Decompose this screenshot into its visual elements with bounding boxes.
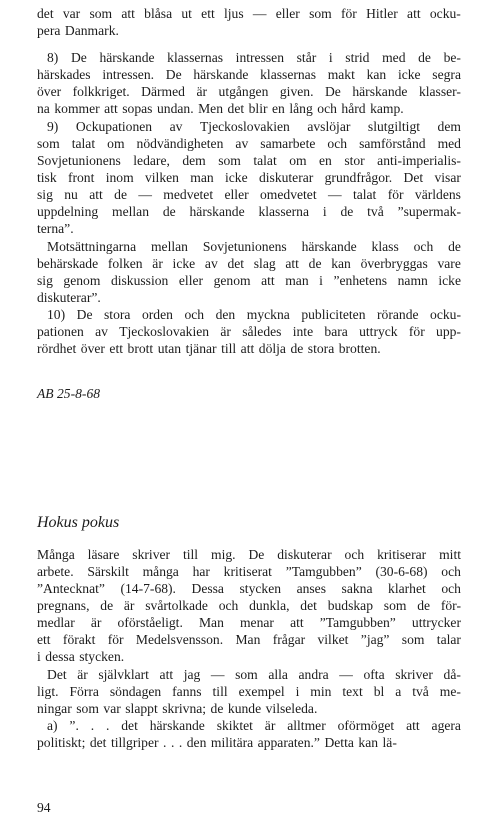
text-line: pationen av Tjeckoslovakien är således inte bara uttryck för upp-	[37, 324, 461, 339]
text-line: Det är självklart att jag — som alla andra — ofta skriver då-	[47, 667, 461, 682]
text-line: över folkkriget. Därmed är utgången given. De härskande klasser-	[37, 84, 461, 99]
text-line: ningar som var slappt skrivna; de kunde vilseleda.	[37, 701, 318, 716]
page-number: 94	[37, 800, 51, 815]
text-line: diskuterar”.	[37, 290, 101, 305]
text-line: ligt. Förra söndagen fanns till exempel i min text bl a två me-	[37, 684, 461, 699]
text-line: Många läsare skriver till mig. De diskuterar och kritiserar mitt	[37, 547, 461, 562]
text-line: sig nu att de — medvetet eller omedvetet — talat för världens	[37, 187, 461, 202]
document-page	[37, 0, 461, 828]
text-line: ett förakt för Medelsvensson. Man frågar vilket ”jag” som talar	[37, 632, 461, 647]
text-line: Motsättningarna mellan Sovjetunionens härskande klass och de	[47, 239, 461, 254]
text-line: det var som att blåsa ut ett ljus — eller som för Hitler att ocku-	[37, 6, 461, 21]
text-line: ”Antecknat” (14-7-68). Dessa stycken anses sakna klarhet och	[37, 581, 461, 596]
text-line: pera Danmark.	[37, 23, 119, 38]
text-line: 10) De stora orden och den myckna publiciteten rörande ocku-	[47, 307, 461, 322]
text-line: som talat om nödvändigheten av samarbete och samförstånd med	[37, 136, 461, 151]
text-line: härskades intressen. De härskande klassernas makt kan icke segra	[37, 67, 461, 82]
text-line: 8) De härskande klassernas intressen står i strid med de be-	[47, 50, 461, 65]
text-line: na kommer att sopas undan. Men det blir en lång och hård kamp.	[37, 101, 404, 116]
text-line: pregnans, de är svårtolkade och dunkla, det budskap som de för-	[37, 598, 461, 613]
text-line: 9) Ockupationen av Tjeckoslovakien avslöjar slutgiltigt dem	[47, 119, 461, 134]
text-line: terna”.	[37, 221, 74, 236]
text-line: Sovjetunionens ledare, dem som talat om en stor anti-imperialis-	[37, 153, 461, 168]
text-line: sig genom diskussion eller genom att man i ”enhetens namn icke	[37, 273, 461, 288]
text-line: i dessa stycken.	[37, 649, 125, 664]
text-line: medlar är oförståeligt. Man menar att ”Tamgubben” uttrycker	[37, 615, 461, 630]
text-line: behärskade folken är icke av det slag att de kan överbryggas vare	[37, 256, 461, 271]
text-line: tisk front inom vilken man icke diskuterar grundfrågor. Det visar	[37, 170, 461, 185]
text-line: uppdelning mellan de härskande klasserna i de två ”supermak-	[37, 204, 461, 219]
text-line: rördhet över ett brott utan tjänar till att dölja de stora brotten.	[37, 341, 381, 356]
text-line: a) ”. . . det härskande skiktet är alltmer oförmöget att agera	[47, 718, 461, 733]
source-reference: AB 25-8-68	[37, 386, 101, 401]
text-line: politiskt; det tillgriper . . . den militära apparaten.” Detta kan lä-	[37, 735, 397, 750]
section-heading: Hokus pokus	[37, 514, 120, 531]
text-line: arbete. Särskilt många har kritiserat ”Tamgubben” (30-6-68) och	[37, 564, 461, 579]
